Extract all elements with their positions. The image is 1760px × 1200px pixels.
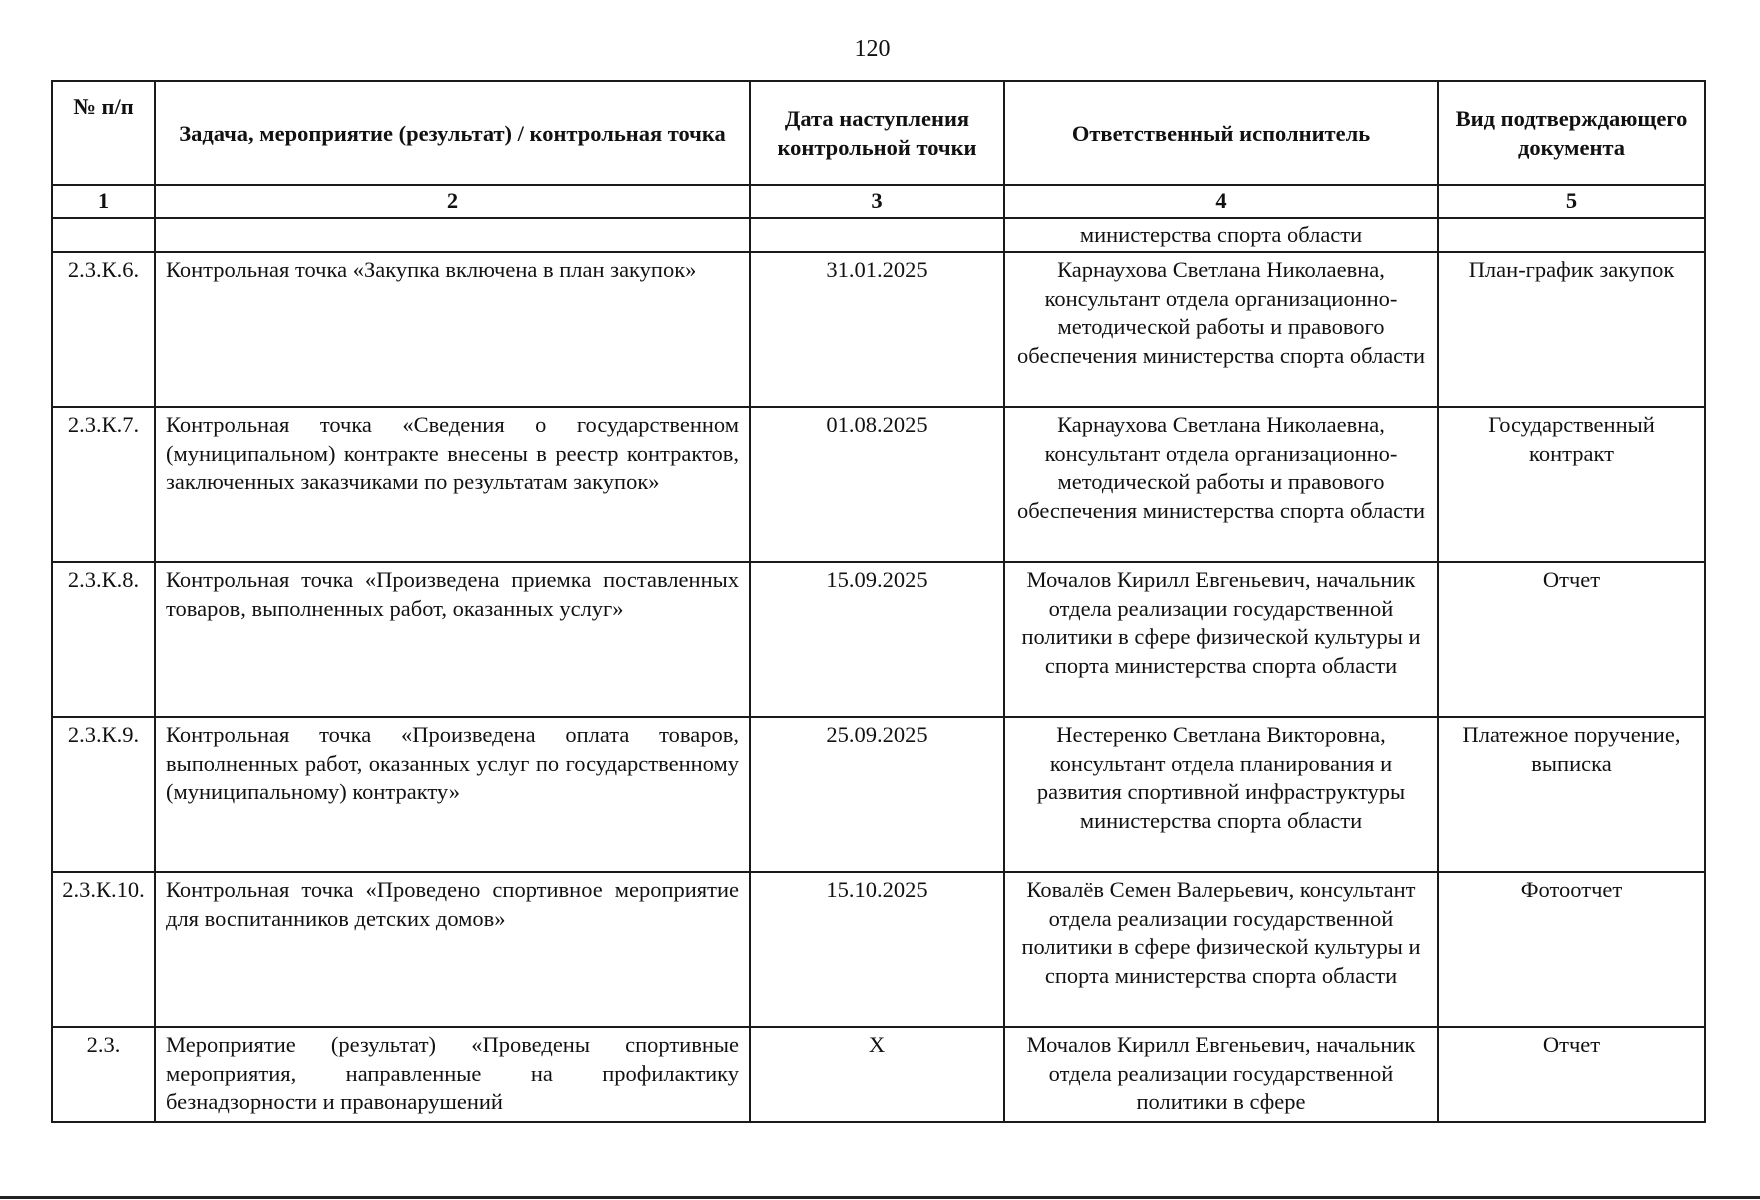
header-task: Задача, мероприятие (результат) / контрольная точка xyxy=(155,81,750,185)
cell-task: Контрольная точка «Сведения о государственном (муниципальном) контракте внесены в реестр контрактов, заключенных заказчиками по результатам закупок» xyxy=(155,407,750,562)
table-row xyxy=(52,1027,1705,1122)
table-row xyxy=(52,717,1705,872)
cell-executor: Карнаухова Светлана Николаевна, консультант отдела организационно-методической работы и правового обеспечения министерства спорта области xyxy=(1004,252,1438,407)
cell-task: Контрольная точка «Произведена оплата товаров, выполненных работ, оказанных услуг по государственному (муниципальному) контракту» xyxy=(155,717,750,872)
cell-document: Отчет xyxy=(1438,1027,1705,1122)
cell-executor: Мочалов Кирилл Евгеньевич, начальник отдела реализации государственной политики в сфере xyxy=(1004,1027,1438,1122)
header-executor: Ответственный исполнитель xyxy=(1004,81,1438,185)
page-number: 120 xyxy=(854,36,891,62)
cell-number: 2.3.К.9. xyxy=(52,717,155,872)
cell-number: 2.3.К.7. xyxy=(52,407,155,562)
cell-document xyxy=(1438,218,1705,252)
column-number-row xyxy=(52,185,1705,218)
table-header-row xyxy=(52,81,1705,185)
cell-executor: Нестеренко Светлана Викторовна, консультант отдела планирования и развития спортивной инфраструктуры министерства спорта области xyxy=(1004,717,1438,872)
cell-document: Платежное поручение, выписка xyxy=(1438,717,1705,872)
column-number: 2 xyxy=(155,185,750,218)
cell-date: 15.10.2025 xyxy=(750,872,1004,1027)
cell-document: Отчет xyxy=(1438,562,1705,717)
cell-task xyxy=(155,218,750,252)
cell-executor: министерства спорта области xyxy=(1004,218,1438,252)
cell-document: Государственный контракт xyxy=(1438,407,1705,562)
continuation-row xyxy=(52,218,1705,252)
cell-task: Контрольная точка «Закупка включена в план закупок» xyxy=(155,252,750,407)
cell-date: 31.01.2025 xyxy=(750,252,1004,407)
table-row xyxy=(52,407,1705,562)
header-document: Вид подтверждающего документа xyxy=(1438,81,1705,185)
cell-document: Фотоотчет xyxy=(1438,872,1705,1027)
cell-task: Контрольная точка «Проведено спортивное мероприятие для воспитанников детских домов» xyxy=(155,872,750,1027)
cell-executor: Ковалёв Семен Валерьевич, консультант отдела реализации государственной политики в сфере физической культуры и спорта министерства спорта области xyxy=(1004,872,1438,1027)
header-number: № п/п xyxy=(52,81,155,185)
column-number: 1 xyxy=(52,185,155,218)
column-number: 4 xyxy=(1004,185,1438,218)
column-number: 5 xyxy=(1438,185,1705,218)
cell-number: 2.3.К.10. xyxy=(52,872,155,1027)
table-row xyxy=(52,562,1705,717)
cell-number: 2.3.К.8. xyxy=(52,562,155,717)
cell-executor: Мочалов Кирилл Евгеньевич, начальник отдела реализации государственной политики в сфере физической культуры и спорта министерства спорта области xyxy=(1004,562,1438,717)
cell-date xyxy=(750,218,1004,252)
cell-date: 01.08.2025 xyxy=(750,407,1004,562)
cell-date: 25.09.2025 xyxy=(750,717,1004,872)
cell-date: 15.09.2025 xyxy=(750,562,1004,717)
cell-number xyxy=(52,218,155,252)
cell-document: План-график закупок xyxy=(1438,252,1705,407)
header-date: Дата наступления контрольной точки xyxy=(750,81,1004,185)
cell-number: 2.3.К.6. xyxy=(52,252,155,407)
table-row xyxy=(52,252,1705,407)
cell-task: Мероприятие (результат) «Проведены спортивные мероприятия, направленные на профилактику безнадзорности и правонарушений xyxy=(155,1027,750,1122)
control-points-table xyxy=(51,80,1706,1123)
table-row xyxy=(52,872,1705,1027)
column-number: 3 xyxy=(750,185,1004,218)
cell-executor: Карнаухова Светлана Николаевна, консультант отдела организационно-методической работы и правового обеспечения министерства спорта области xyxy=(1004,407,1438,562)
cell-task: Контрольная точка «Произведена приемка поставленных товаров, выполненных работ, оказанных услуг» xyxy=(155,562,750,717)
scan-edge-line xyxy=(0,1196,1760,1199)
cell-number: 2.3. xyxy=(52,1027,155,1122)
cell-date: Х xyxy=(750,1027,1004,1122)
